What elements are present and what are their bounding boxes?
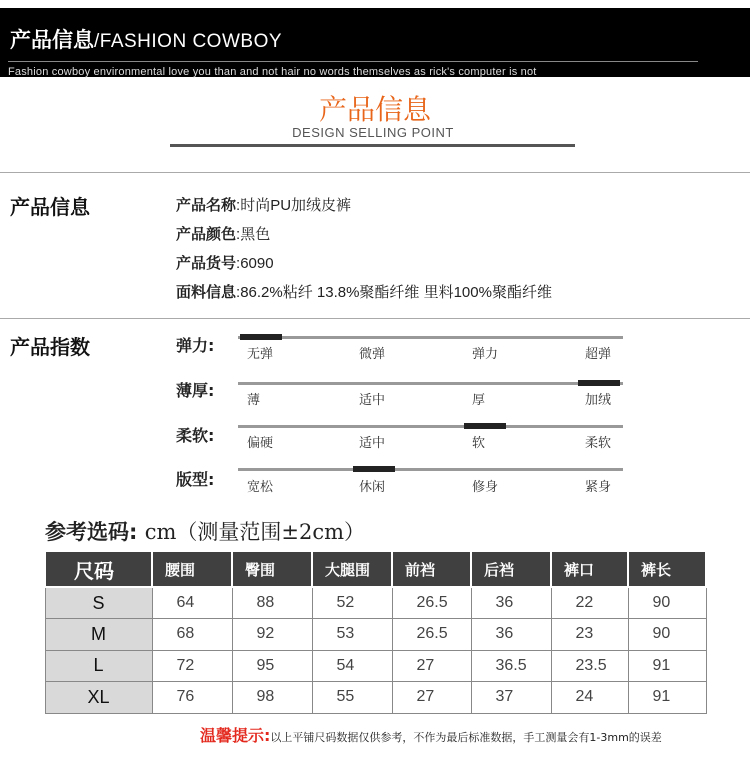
info-value: 黑色 bbox=[240, 226, 271, 243]
index-option: 薄 bbox=[247, 393, 261, 408]
info-row-sku: 产品货号:6090 bbox=[176, 254, 274, 272]
table-cell: 26.5 bbox=[392, 587, 471, 619]
column-header: 尺码 bbox=[45, 551, 152, 587]
size-table bbox=[44, 550, 707, 714]
info-label: 产品颜色 bbox=[176, 225, 237, 243]
column-header: 裤长 bbox=[628, 551, 706, 587]
banner-divider bbox=[8, 61, 698, 62]
table-cell: 90 bbox=[628, 619, 706, 651]
info-row-fabric: 面料信息:86.2%粘纤 13.8%聚酯纤维 里料100%聚酯纤维 bbox=[176, 283, 552, 301]
table-header-row bbox=[45, 551, 706, 587]
size-cell: S bbox=[45, 587, 152, 619]
column-header: 臀围 bbox=[232, 551, 312, 587]
index-option: 弹力 bbox=[472, 347, 499, 362]
index-option: 超弹 bbox=[585, 347, 612, 362]
index-option: 软 bbox=[472, 436, 486, 451]
index-option: 适中 bbox=[359, 436, 386, 451]
table-cell: 26.5 bbox=[392, 619, 471, 651]
page-subheading: DESIGN SELLING POINT bbox=[292, 125, 454, 140]
table-cell: 23 bbox=[551, 619, 628, 651]
header-banner bbox=[0, 8, 750, 77]
size-cell: M bbox=[45, 619, 152, 651]
table-cell: 36 bbox=[471, 587, 551, 619]
table-cell: 54 bbox=[312, 650, 392, 682]
column-header: 裤口 bbox=[551, 551, 628, 587]
index-track bbox=[238, 336, 623, 339]
page-heading: 产品信息 bbox=[318, 93, 431, 126]
section-divider bbox=[0, 172, 750, 173]
index-option: 适中 bbox=[359, 393, 386, 408]
size-chart-title bbox=[45, 516, 365, 546]
index-label-thickness: 薄厚: bbox=[176, 381, 215, 400]
table-cell: 64 bbox=[152, 587, 232, 619]
index-marker bbox=[353, 466, 395, 472]
info-row-color: 产品颜色:黑色 bbox=[176, 225, 271, 243]
table-cell: 22 bbox=[551, 587, 628, 619]
info-value: 6090 bbox=[240, 255, 274, 272]
table-cell: 91 bbox=[628, 650, 706, 682]
banner-title-en: /FASHION COWBOY bbox=[94, 31, 283, 52]
index-option: 宽松 bbox=[247, 480, 274, 495]
index-track bbox=[238, 468, 623, 471]
index-marker bbox=[578, 380, 620, 386]
index-track bbox=[238, 425, 623, 428]
table-cell: 37 bbox=[471, 682, 551, 714]
warm-tip bbox=[200, 723, 662, 746]
table-cell: 88 bbox=[232, 587, 312, 619]
index-option: 厚 bbox=[472, 393, 486, 408]
size-cell: XL bbox=[45, 682, 152, 714]
tip-label: 温馨提示: bbox=[200, 726, 271, 745]
index-option: 修身 bbox=[472, 480, 499, 495]
column-header: 前裆 bbox=[392, 551, 471, 587]
info-section-title: 产品信息 bbox=[10, 195, 90, 219]
info-value: 时尚PU加绒皮裤 bbox=[240, 197, 352, 214]
section-divider bbox=[0, 318, 750, 319]
table-cell: 91 bbox=[628, 682, 706, 714]
table-cell: 36 bbox=[471, 619, 551, 651]
index-label-fit: 版型: bbox=[176, 470, 215, 489]
table-cell: 68 bbox=[152, 619, 232, 651]
info-row-name: 产品名称:时尚PU加绒皮裤 bbox=[176, 196, 352, 214]
table-cell: 76 bbox=[152, 682, 232, 714]
index-track bbox=[238, 382, 623, 385]
table-row bbox=[45, 587, 706, 619]
heading-underline bbox=[170, 144, 575, 147]
column-header: 腰围 bbox=[152, 551, 232, 587]
table-cell: 95 bbox=[232, 650, 312, 682]
index-label-elasticity: 弹力: bbox=[176, 336, 215, 355]
table-cell: 72 bbox=[152, 650, 232, 682]
table-cell: 52 bbox=[312, 587, 392, 619]
size-cell: L bbox=[45, 650, 152, 682]
banner-subtitle: Fashion cowboy environmental love you than and not hair no words themselves as rick's computer is not bbox=[8, 66, 537, 78]
tip-text: 以上平铺尺码数据仅供参考，不作为最后标准数据，手工测量会有1-3mm的误差 bbox=[270, 731, 662, 744]
table-cell: 55 bbox=[312, 682, 392, 714]
index-option: 休闲 bbox=[359, 480, 386, 495]
table-row bbox=[45, 650, 706, 682]
column-header: 后裆 bbox=[471, 551, 551, 587]
table-cell: 24 bbox=[551, 682, 628, 714]
table-cell: 27 bbox=[392, 650, 471, 682]
column-header: 大腿围 bbox=[312, 551, 392, 587]
size-chart-label: 参考选码: bbox=[45, 520, 138, 544]
table-cell: 23.5 bbox=[551, 650, 628, 682]
index-option: 微弹 bbox=[359, 347, 386, 362]
table-cell: 27 bbox=[392, 682, 471, 714]
info-label: 产品名称 bbox=[176, 196, 237, 214]
index-option: 偏硬 bbox=[247, 436, 274, 451]
info-label: 产品货号 bbox=[176, 254, 237, 272]
index-marker bbox=[464, 423, 506, 429]
table-row bbox=[45, 619, 706, 651]
index-option: 紧身 bbox=[585, 480, 612, 495]
table-cell: 53 bbox=[312, 619, 392, 651]
table-cell: 36.5 bbox=[471, 650, 551, 682]
banner-title-cn: 产品信息 bbox=[10, 28, 94, 52]
index-marker bbox=[240, 334, 282, 340]
index-label-softness: 柔软: bbox=[176, 426, 215, 445]
index-option: 柔软 bbox=[585, 436, 612, 451]
info-label: 面料信息 bbox=[176, 283, 237, 301]
table-cell: 98 bbox=[232, 682, 312, 714]
size-chart-note: cm（测量范围±2cm） bbox=[144, 520, 366, 544]
table-cell: 92 bbox=[232, 619, 312, 651]
banner-title bbox=[10, 24, 282, 54]
table-cell: 90 bbox=[628, 587, 706, 619]
index-option: 无弹 bbox=[247, 347, 274, 362]
index-option: 加绒 bbox=[585, 393, 612, 408]
info-value: 86.2%粘纤 13.8%聚酯纤维 里料100%聚酯纤维 bbox=[240, 284, 552, 301]
index-section-title: 产品指数 bbox=[10, 335, 90, 359]
table-row bbox=[45, 682, 706, 714]
